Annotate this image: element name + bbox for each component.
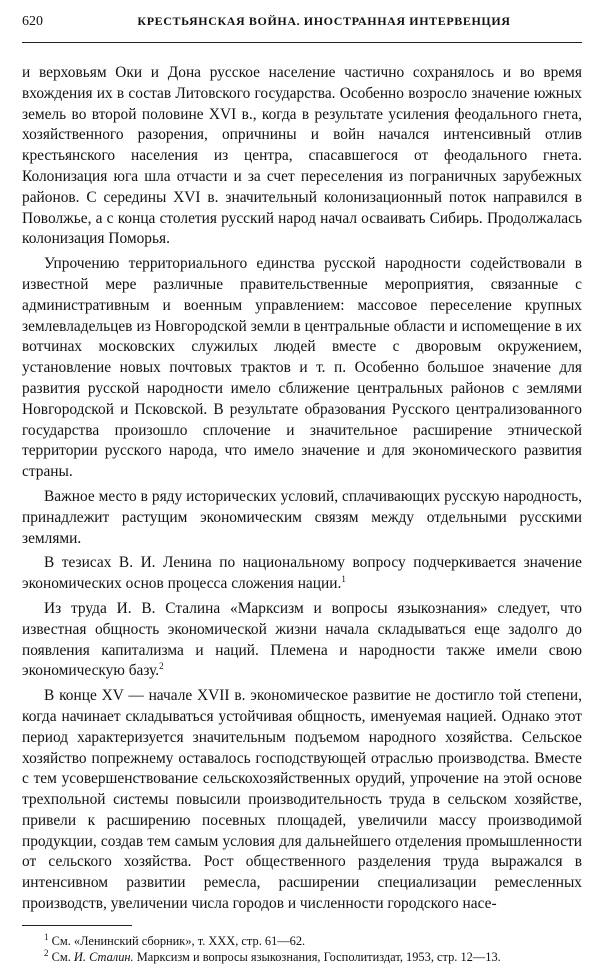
running-header xyxy=(22,14,582,43)
footnote-ref[interactable]: 1 xyxy=(341,574,346,584)
footnote: $^1$ См. «Ленинский сборник», т. XXX, стр. 61—62. xyxy=(44,931,306,948)
paragraph: Из труда И. В. Сталина «Марксизм и вопросы языкознания» следует, что известная общность экономической жизни начала складываться еще задолго до появления капитализма и наций. Племена и народности также имели свою экономическую базу.$^2$ xyxy=(22,599,582,680)
main-text xyxy=(22,63,582,915)
footnote: $^2$ См. И. Сталин. Марксизм и вопросы языкознания, Госполитиздат, 1953, стр. 12—13. xyxy=(44,947,501,964)
paragraph: В тезисах В. И. Ленина по национальному вопросу подчеркивается значение экономических основ процесса сложения нации.$^1$ xyxy=(22,554,582,593)
paragraph: и верховьям Оки и Дона русское население частично сохранялось и во время вхождения их в состав Литовского государства. Особенно возросло значение южных земель во второй половине XVI в., когда в результате усиления феодального гнета, хозяйственного разорения, опричнины и войн начался интенсивный отлив крестьянского населения из центра, спасавшегося от феодального гнета. Колонизация юга шла отчасти и за счет переселения из пограничных зарубежных районов. С середины XVI в. значительный колонизационный поток направился в Поволжье, а с конца столетия русский народ начал осваивать Сибирь. Продолжалась колонизация Поморья. xyxy=(22,64,582,248)
paragraph: Важное место в ряду исторических условий, сплачивающих русскую народность, принадлежит растущим экономическим связям между отдельными русскими землями. xyxy=(22,487,582,547)
paragraph: В конце XV — начале XVII в. экономическое развитие не достигло той степени, когда начинает складываться устойчивая общность, именуемая нацией. Однако этот период характеризуется значительным подъемом народного хозяйства. Сельское хозяйство попрежнему оставалось господствующей отраслью производства. Вместе с тем усовершенствование сельскохозяйственных орудий, упрочение на этой основе трехпольной системы повысили производительность труда в сельском хозяйстве, привели к расширению посевных площадей, увеличили массу производимой продукции, создав тем самым условия для дальнейшего отделения промышленности от сельского хозяйства. Рост общественного разделения труда выражался в интенсивном развитии ремесла, расширении специализации ремесленных производств, увеличении числа городов и численности городского насе- xyxy=(22,687,582,913)
page xyxy=(22,14,582,965)
running-title: КРЕСТЬЯНСКАЯ ВОЙНА. ИНОСТРАННАЯ ИНТЕРВЕНЦИЯ xyxy=(137,14,511,28)
footnote-ref[interactable]: 2 xyxy=(159,661,164,672)
footnote-author: И. Сталин. xyxy=(73,949,134,964)
footnote-divider xyxy=(22,925,132,926)
page-number: 620 xyxy=(22,14,43,29)
footnotes xyxy=(22,925,582,965)
paragraph: Упрочению территориального единства русской народности содействовали в известной мере различные правительственные мероприятия, связанные с административным и военным управлением: массовое переселение крупных землевладельцев из Новгородской земли в центральные области и испомещение в их вотчинах московских служилых людей вместе с дворовым окружением, установление новых почтовых трактов и т. п. Особенно большое значение для развития русской народности имело сближение центральных районов с землями Новгородской и Псковской. В результате образования Русского централизованного государства произошло сплочение и значительное расширение этнической территории русского народа, что имело значение и для экономического развития страны. xyxy=(22,255,582,481)
